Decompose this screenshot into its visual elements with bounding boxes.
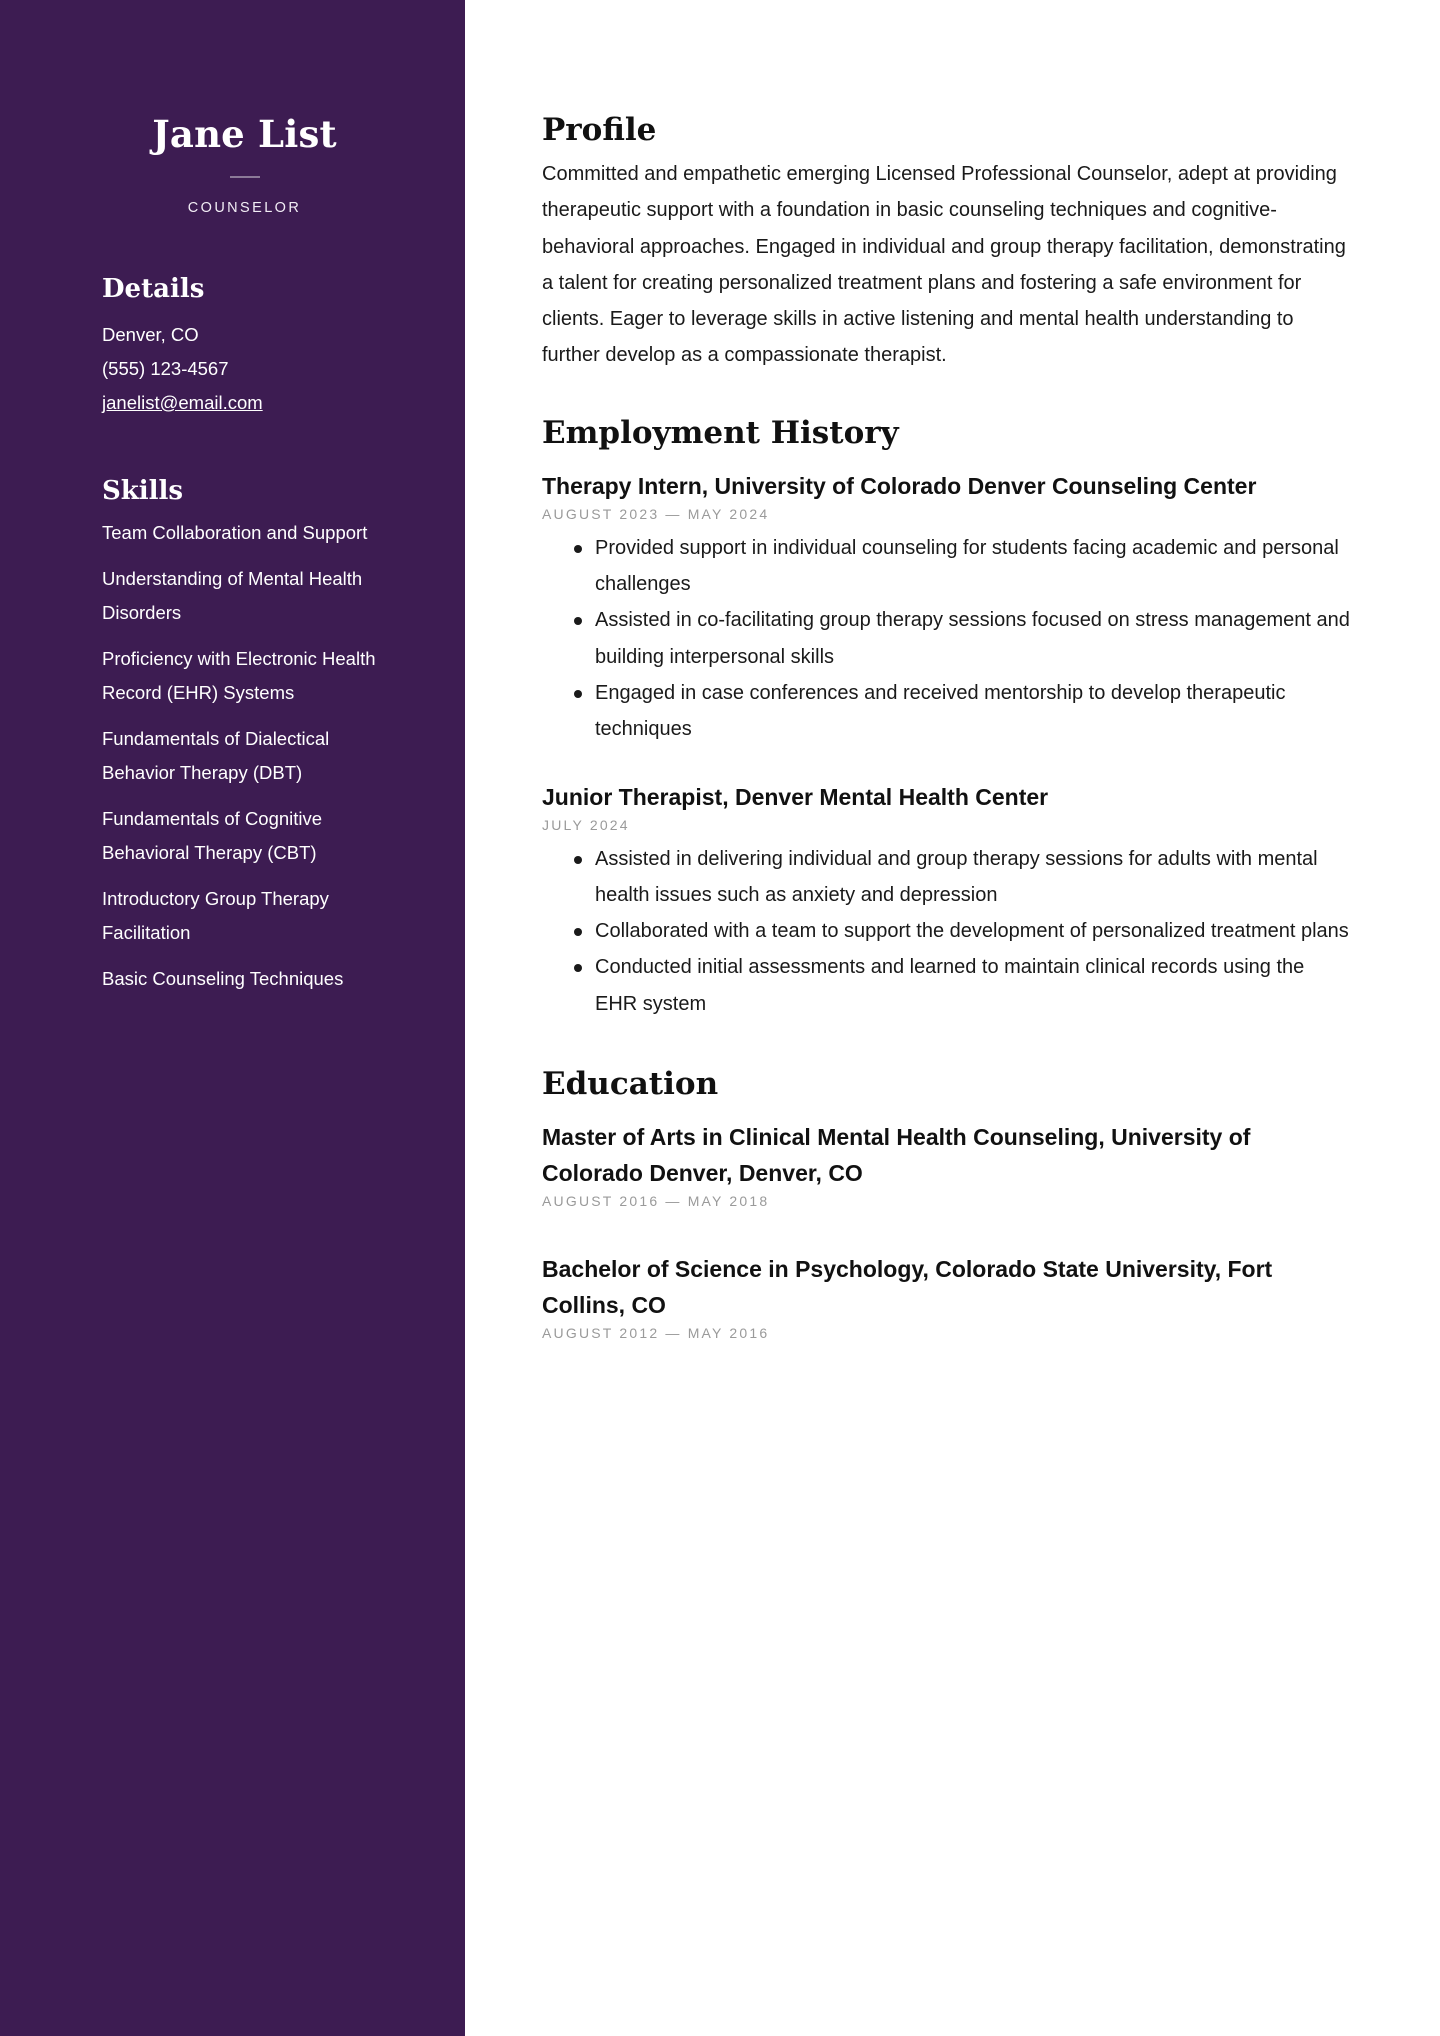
skill-item: Fundamentals of Dialectical Behavior Therapy (DBT) bbox=[102, 728, 330, 783]
job-bullet: Engaged in case conferences and received mentorship to develop therapeutic techniques bbox=[542, 675, 1352, 748]
job-bullet: Provided support in individual counseling for students facing academic and personal challenges bbox=[542, 530, 1352, 603]
education-entry bbox=[542, 1119, 1352, 1209]
degree-title: Master of Arts in Clinical Mental Health Counseling, University of Colorado Denver, Denver, CO bbox=[542, 1124, 1251, 1187]
job-bullets bbox=[542, 530, 1352, 748]
profile-section bbox=[542, 112, 1352, 374]
candidate-name: Jane List bbox=[152, 112, 337, 156]
skill-item: Proficiency with Electronic Health Record (EHR) Systems bbox=[102, 648, 376, 703]
sidebar bbox=[0, 0, 465, 2036]
location: Denver, CO bbox=[102, 324, 199, 345]
degree-title: Bachelor of Science in Psychology, Colorado State University, Fort Collins, CO bbox=[542, 1256, 1273, 1319]
skill-item: Fundamentals of Cognitive Behavioral Therapy (CBT) bbox=[102, 808, 323, 863]
job-bullet: Conducted initial assessments and learned to maintain clinical records using the EHR system bbox=[542, 949, 1352, 1022]
skill-item: Understanding of Mental Health Disorders bbox=[102, 568, 363, 623]
job-dates: AUGUST 2023 — MAY 2024 bbox=[542, 505, 770, 522]
profile-heading: Profile bbox=[542, 112, 657, 148]
education-entry bbox=[542, 1251, 1352, 1341]
job-bullets bbox=[542, 841, 1352, 1022]
phone: (555) 123-4567 bbox=[102, 358, 229, 379]
candidate-job-title: COUNSELOR bbox=[187, 200, 302, 216]
job-bullet: Assisted in delivering individual and group therapy sessions for adults with mental health issues such as anxiety and depression bbox=[542, 841, 1352, 914]
details-heading: Details bbox=[102, 274, 205, 304]
education-heading: Education bbox=[542, 1066, 719, 1103]
skills-heading: Skills bbox=[102, 476, 184, 506]
job-entry bbox=[542, 468, 1352, 748]
name-divider bbox=[230, 176, 260, 178]
job-dates: JULY 2024 bbox=[542, 816, 630, 833]
skill-item: Basic Counseling Techniques bbox=[102, 968, 344, 989]
job-entry bbox=[542, 779, 1352, 1022]
employment-section bbox=[542, 415, 1352, 1022]
employment-heading: Employment History bbox=[542, 414, 899, 451]
email-link[interactable]: janelist@email.com bbox=[102, 392, 263, 413]
job-bullet: Assisted in co-facilitating group therapy sessions focused on stress management and building interpersonal skills bbox=[542, 602, 1352, 675]
skills-list bbox=[102, 516, 387, 996]
education-dates: AUGUST 2016 — MAY 2018 bbox=[542, 1193, 770, 1210]
job-title: Junior Therapist, Denver Mental Health Center bbox=[542, 783, 1049, 810]
skill-item: Introductory Group Therapy Facilitation bbox=[102, 888, 329, 943]
job-title: Therapy Intern, University of Colorado Denver Counseling Center bbox=[542, 472, 1257, 499]
skill-item: Team Collaboration and Support bbox=[102, 522, 368, 543]
profile-text: Committed and empathetic emerging Licensed Professional Counselor, adept at providing therapeutic support with a foundation in basic counseling techniques and cognitive-behavioral approaches. Engaged in individual and group therapy facilitation, demonstrating a talent for creating personalized treatment plans and fostering a safe environment for clients. Eager to leverage skills in active listening and mental health understanding to further develop as a compassionate therapist. bbox=[542, 163, 1346, 367]
education-section bbox=[542, 1066, 1352, 1341]
main-content bbox=[465, 0, 1440, 2036]
job-bullet: Collaborated with a team to support the development of personalized treatment plans bbox=[542, 913, 1352, 949]
education-dates: AUGUST 2012 — MAY 2016 bbox=[542, 1325, 770, 1342]
